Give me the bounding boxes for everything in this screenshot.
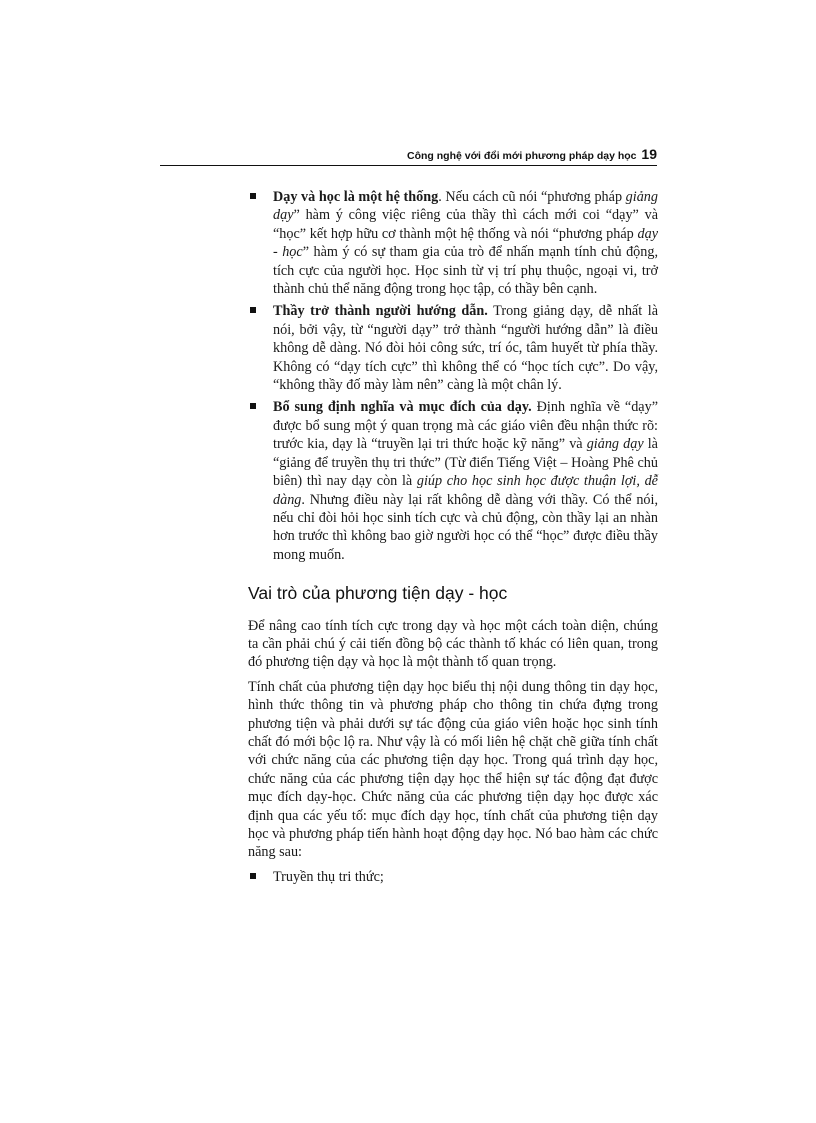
list-item-title: Thầy trở thành người hướng dẫn. <box>273 303 488 320</box>
list-item <box>248 188 658 298</box>
paragraph: Tính chất của phương tiện dạy học biểu thị nội dung thông tin dạy học, hình thức thông tin và phương pháp cho thông tin chứa đựng trong phương tiện và phải dưới sự tác động của giáo viên hoặc học sinh tính chất đó mới bộc lộ ra. Như vậy là có mối liên hệ chặt chẽ giữa tính chất với chức năng của các phương tiện dạy học. Trong quá trình dạy học, chức năng của các phương tiện dạy học thể hiện sự tác động đạt được mục đích dạy-học. Chức năng của các phương tiện dạy học được xác định qua các yếu tố: mục đích dạy học, tính chất của phương tiện dạy học và phương pháp tiến hành hoạt động dạy học. Nó bao hàm các chức năng sau: <box>248 678 658 861</box>
list-item-emphasis: giảng dạy <box>586 436 644 453</box>
square-bullet-icon <box>250 873 256 879</box>
list-item-text: . Nếu cách cũ nói “phương pháp <box>438 189 626 205</box>
list-item-emphasis: giúp cho học sinh học được thuận lợi, dễ dàng <box>273 473 658 508</box>
list-item-emphasis: dạy - học <box>273 225 658 261</box>
list-item-text: ” hàm ý công việc riêng của thầy thì cách mới coi “dạy” và “học” kết hợp hữu cơ thành một hệ thống và nói “phương pháp <box>273 207 658 242</box>
square-bullet-icon <box>250 403 256 409</box>
page-number: 19 <box>641 146 657 162</box>
list-item-text: Định nghĩa về “dạy” được bổ sung một ý quan trọng mà các giáo viên đều nhận thức rõ: trước kia, dạy là “truyền lại tri thức hoặc kỹ năng” và <box>273 399 658 453</box>
running-header <box>160 146 657 166</box>
list-item <box>248 302 658 394</box>
list-item-text: ” hàm ý có sự tham gia của trò để nhấn mạnh tính chủ động, tích cực của người học. Học sinh từ vị trí phụ thuộc, ngoại vi, trở thành chủ thể năng động trong học tập, có thầy bên cạnh. <box>273 244 658 298</box>
square-bullet-icon <box>250 193 256 199</box>
page-content <box>248 188 658 890</box>
list-item <box>248 398 658 564</box>
section-heading: Vai trò của phương tiện dạy - học <box>248 583 508 604</box>
list-item-text: Trong giảng dạy, dễ nhất là nói, bởi vậy, từ “người dạy” trở thành “người hướng dẫn” là điều không dễ dàng. Nó đòi hỏi công sức, trí óc, tâm huyết từ phía thầy. Không có “dạy tích cực” thì không thể có “học tích cực”. Do vậy, “không thầy đố mày làm nên” càng là một chân lý. <box>273 303 658 394</box>
principles-list <box>248 188 658 564</box>
list-item-title: Bổ sung định nghĩa và mục đích của dạy. <box>273 399 532 416</box>
list-item <box>248 868 658 886</box>
running-header-title: Công nghệ với đổi mới phương pháp dạy học <box>407 150 637 162</box>
list-item-title: Dạy và học là một hệ thống <box>273 189 439 205</box>
list-item-text: Truyền thụ tri thức; <box>273 868 384 885</box>
paragraph: Để nâng cao tính tích cực trong dạy và học một cách toàn diện, chúng ta cần phải chú ý cải tiến đồng bộ các thành tố khác có liên quan, trong đó phương tiện dạy và học là một thành tố quan trọng. <box>248 617 658 671</box>
list-item-emphasis: giảng dạy <box>273 189 658 224</box>
square-bullet-icon <box>250 307 256 313</box>
list-item-text: là “giảng để truyền thụ tri thức” (Từ điển Tiếng Việt – Hoàng Phê chủ biên) thì nay dạy còn là <box>273 436 658 490</box>
functions-list <box>248 868 658 886</box>
list-item-text: . Nhưng điều này lại rất không dễ dàng với thầy. Có thể nói, nếu chỉ đòi hỏi học sinh tích cực và chủ động, còn thầy lại an nhàn hơn trước thì không bao giờ người học có thể “học” được điều thầy mong muốn. <box>273 491 658 563</box>
